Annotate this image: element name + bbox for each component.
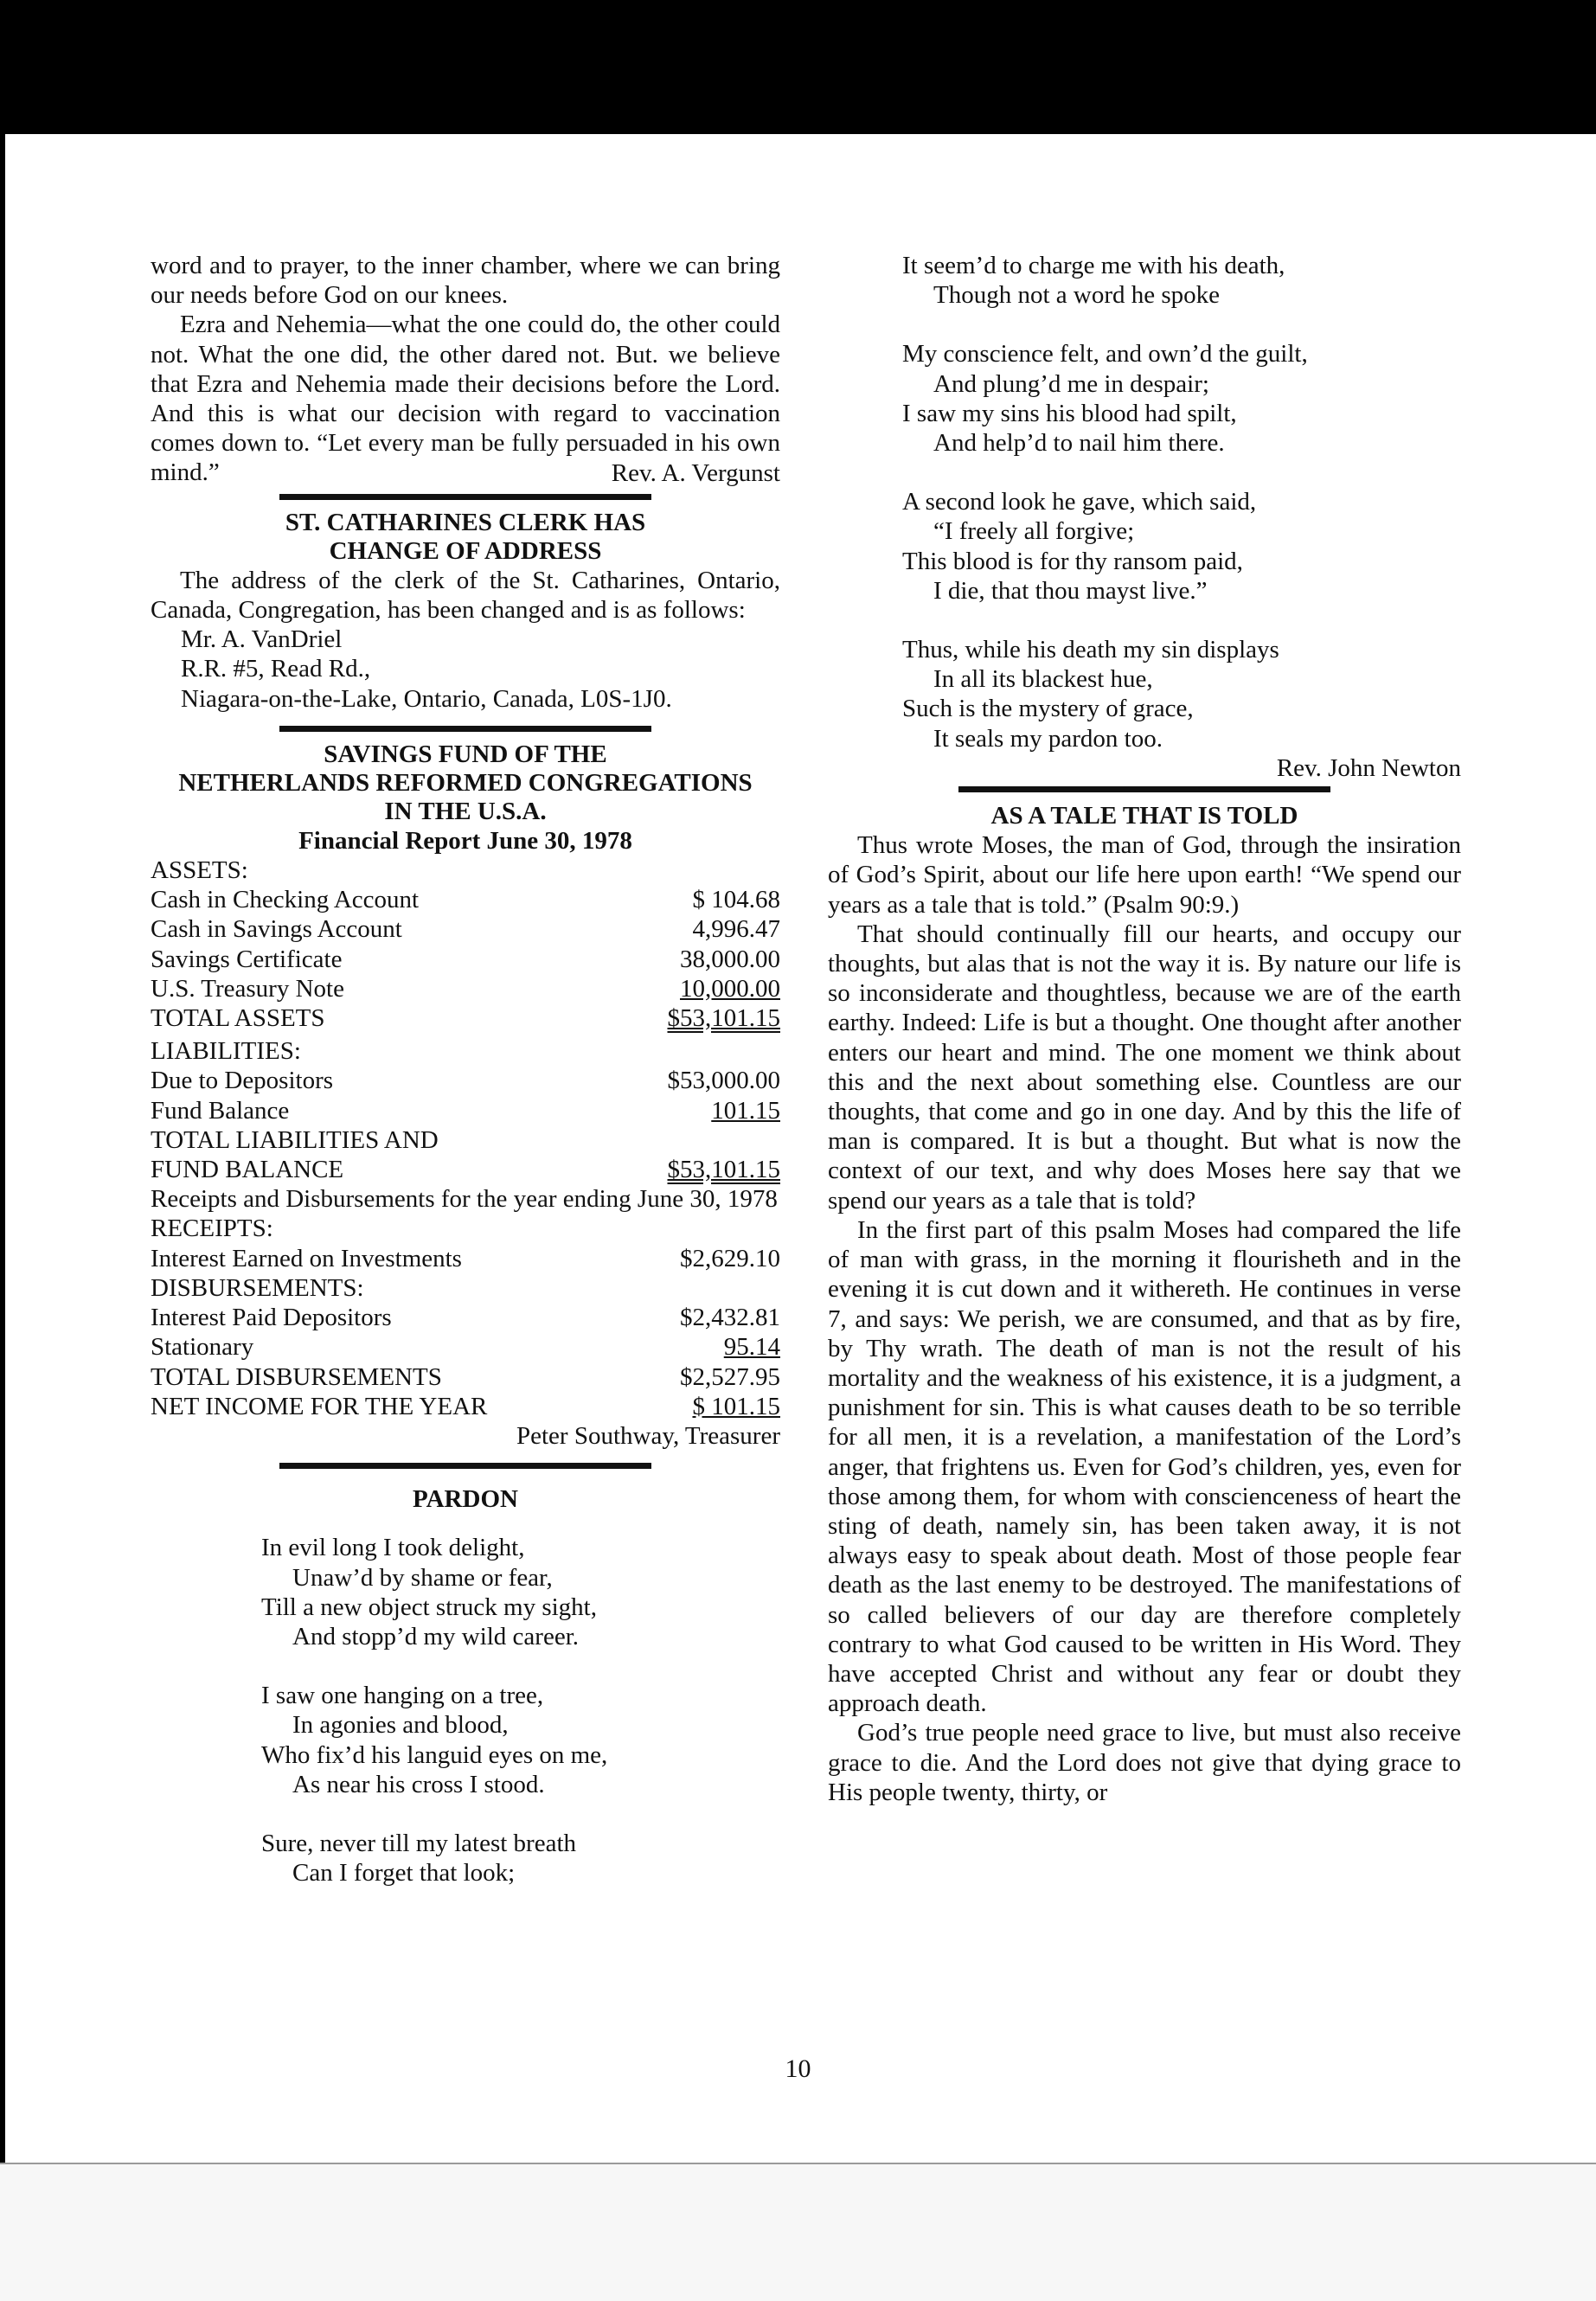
row-label: FUND BALANCE xyxy=(151,1156,344,1184)
paragraph: In the first part of this psalm Moses had compared the life of man with grass, in the morning it flourisheth and in the evening it is cut down and it withereth. He continues in verse 7, and says: We perish, we are consumed, and that as by fire, by Thy wrath. The death of man is not the result of his mortality and the weakness of his existence, it is a judgment, a punishment for sin. This is what causes death to be so terrible for all men, it is a revelation, a manifestation of the Lord’s anger, that frightens us. Even for God’s children, yes, even for those among them, for whom with conscienceness of heart the sting of death, namely sin, has been taken away, it is not always easy to speak about death. Most of those people fear death as the last enemy to be destroyed. The manifestations of so called believers of our day are therefore completely contrary to what God caused to be written in His Word. They have accepted Christ and without any fear or doubt they approach death. xyxy=(828,1215,1461,1718)
heading-line: ST. CATHARINES CLERK HAS xyxy=(285,508,646,536)
row-amount: $2,629.10 xyxy=(680,1244,780,1272)
row-amount: $ 104.68 xyxy=(692,886,780,914)
report-subtitle: Financial Report June 30, 1978 xyxy=(298,826,632,855)
poem-stanza xyxy=(261,1533,780,1651)
address-route: R.R. #5, Read Rd., xyxy=(181,655,371,683)
paragraph: That should continually fill our hearts, and occupy our thoughts, but alas that is not the way it is. By nature our life is so inconsiderate and thoughtless, because we are of the earth earthy. Indeed: Life is but a thought. One thought after another enters our heart and mind. The one moment we think about this and the next about something else. Countless are our thoughts, that come and go in one day. And by this the life of man is compared. It is but a thought. But what is now the context of our text, and why does Moses here say that we spend our years as a tale that is told? xyxy=(828,920,1461,1215)
poem-stanza xyxy=(261,1829,780,1888)
financial-row xyxy=(151,914,780,944)
scan-bottom-edge xyxy=(0,2163,1596,2164)
poem-line: Who fix’d his languid eyes on me, xyxy=(261,1740,608,1769)
poem-stanza xyxy=(902,339,1461,458)
disbursements-label: DISBURSEMENTS: xyxy=(151,1273,364,1302)
section-divider xyxy=(958,786,1330,792)
author-signature: Rev. A. Vergunst xyxy=(611,458,780,487)
financial-row-total xyxy=(151,1155,780,1184)
section-divider xyxy=(279,1463,651,1469)
row-amount: 10,000.00 xyxy=(680,974,780,1003)
right-column xyxy=(828,251,1461,1807)
poem-stanza xyxy=(902,635,1461,753)
financial-row xyxy=(151,1066,780,1095)
row-amount: 38,000.00 xyxy=(680,945,780,973)
row-amount: $53,101.15 xyxy=(667,1004,780,1033)
poem-line: In all its blackest hue, xyxy=(933,665,1153,694)
poem-line: And help’d to nail him there. xyxy=(933,429,1225,458)
paragraph: word and to prayer, to the inner chamber, where we can bring our needs before God on our knees. xyxy=(151,252,780,310)
liabilities-label: LIABILITIES: xyxy=(151,1037,301,1066)
heading-line: SAVINGS FUND OF THE xyxy=(324,740,607,768)
poem-line: Sure, never till my latest breath xyxy=(261,1829,577,1857)
poem-continuation xyxy=(902,251,1461,753)
financial-row-total xyxy=(151,1362,780,1392)
poem-line: It seals my pardon too. xyxy=(933,724,1163,753)
scan-bottom-margin xyxy=(0,2164,1596,2301)
financial-row xyxy=(151,1244,780,1273)
row-amount: $53,000.00 xyxy=(667,1067,780,1095)
poem-stanza xyxy=(261,1681,780,1799)
receipts-intro: Receipts and Disbursements for the year ending June 30, 1978 xyxy=(151,1185,778,1214)
financial-row xyxy=(151,1096,780,1125)
poem-line: Though not a word he spoke xyxy=(933,281,1221,310)
row-label: Savings Certificate xyxy=(151,945,343,973)
poem-pardon xyxy=(261,1533,780,1888)
poem-line: Such is the mystery of grace, xyxy=(902,695,1194,723)
address-city: Niagara-on-the-Lake, Ontario, Canada, L0S-1J0. xyxy=(181,684,672,713)
row-amount: $53,101.15 xyxy=(667,1156,780,1184)
poem-line: I saw one hanging on a tree, xyxy=(261,1682,544,1710)
poem-line: This blood is for thy ransom paid, xyxy=(902,547,1243,575)
financial-row xyxy=(151,1303,780,1332)
row-label: TOTAL DISBURSEMENTS xyxy=(151,1362,442,1391)
row-label: TOTAL ASSETS xyxy=(151,1004,325,1033)
poem-line: And stopp’d my wild career. xyxy=(292,1622,580,1650)
poem-line: My conscience felt, and own’d the guilt, xyxy=(902,340,1308,369)
poem-line: It seem’d to charge me with his death, xyxy=(902,252,1285,279)
receipts-label: RECEIPTS: xyxy=(151,1215,273,1243)
poem-line: Can I forget that look; xyxy=(292,1859,516,1888)
row-label: Cash in Checking Account xyxy=(151,886,420,914)
address-block xyxy=(151,625,780,714)
financial-row xyxy=(151,1332,780,1362)
assets-label: ASSETS: xyxy=(151,856,248,885)
row-amount: 4,996.47 xyxy=(692,915,780,944)
address-name: Mr. A. VanDriel xyxy=(181,625,343,654)
left-column xyxy=(151,251,780,1917)
financial-row xyxy=(151,945,780,974)
row-label: Interest Paid Depositors xyxy=(151,1304,392,1332)
author-signature: Rev. John Newton xyxy=(1276,753,1461,782)
poem-line: “I freely all forgive; xyxy=(933,517,1135,546)
row-amount: 95.14 xyxy=(723,1333,780,1362)
row-label: Interest Earned on Investments xyxy=(151,1244,462,1272)
poem-stanza xyxy=(902,487,1461,606)
section-heading xyxy=(151,509,780,566)
heading-line: NETHERLANDS REFORMED CONGREGATIONS xyxy=(178,768,753,797)
section-divider xyxy=(279,494,651,500)
scan-border-top xyxy=(0,0,1596,134)
section-heading xyxy=(151,740,780,826)
paragraph: Ezra and Nehemia—what the one could do, the other could not. What the one did, the other dared not. But. we believe that Ezra and Nehemia made their decisions before the Lord. And this is what our decision with regard to vaccination comes down to. “Let every man be fully persuaded in his own mind.” xyxy=(151,311,780,487)
row-label: U.S. Treasury Note xyxy=(151,974,344,1003)
section-divider xyxy=(279,726,651,732)
paragraph: Thus wrote Moses, the man of God, through the insiration of God’s Spirit, about our life here upon earth! “We spend our years as a tale that is told.” (Psalm 90:9.) xyxy=(828,831,1461,919)
row-amount: 101.15 xyxy=(711,1096,780,1125)
row-amount: $2,527.95 xyxy=(680,1362,780,1391)
row-label: Fund Balance xyxy=(151,1096,290,1125)
row-label: Due to Depositors xyxy=(151,1067,334,1095)
row-label: NET INCOME FOR THE YEAR xyxy=(151,1392,488,1420)
row-amount: $ 101.15 xyxy=(692,1392,780,1420)
financial-row-total xyxy=(151,1392,780,1421)
row-label: Stationary xyxy=(151,1333,254,1362)
poem-line: Till a new object struck my sight, xyxy=(261,1593,597,1621)
poem-line: In evil long I took delight, xyxy=(261,1534,525,1562)
financial-row xyxy=(151,974,780,1003)
financial-row-total xyxy=(151,1003,780,1033)
row-label: Cash in Savings Account xyxy=(151,915,402,944)
financial-row xyxy=(151,885,780,914)
article-title: AS A TALE THAT IS TOLD xyxy=(990,802,1298,830)
poem-line: Thus, while his death my sin displays xyxy=(902,636,1279,664)
heading-line: CHANGE OF ADDRESS xyxy=(329,536,602,565)
poem-line: Unaw’d by shame or fear, xyxy=(292,1563,553,1592)
paragraph: The address of the clerk of the St. Catharines, Ontario, Canada, Congregation, has been changed and is as follows: xyxy=(151,566,780,625)
treasurer-signature: Peter Southway, Treasurer xyxy=(516,1421,780,1450)
poem-title: PARDON xyxy=(413,1485,518,1514)
heading-line: IN THE U.S.A. xyxy=(384,797,547,825)
poem-line: A second look he gave, which said, xyxy=(902,488,1257,516)
poem-line: In agonies and blood, xyxy=(292,1711,509,1740)
row-amount: $2,432.81 xyxy=(680,1304,780,1332)
poem-stanza xyxy=(902,251,1461,310)
paragraph: God’s true people need grace to live, but must also receive grace to die. And the Lord does not give that dying grace to His people twenty, thirty, or xyxy=(828,1719,1461,1806)
page-number: 10 xyxy=(785,2054,811,2083)
total-liabilities-label: TOTAL LIABILITIES AND xyxy=(151,1125,439,1154)
poem-line: I die, that thou mayst live.” xyxy=(933,576,1208,605)
scan-border-left xyxy=(0,134,5,2301)
poem-line: And plung’d me in despair; xyxy=(933,369,1209,398)
poem-line: As near his cross I stood. xyxy=(292,1770,545,1798)
poem-line: I saw my sins his blood had spilt, xyxy=(902,399,1237,427)
